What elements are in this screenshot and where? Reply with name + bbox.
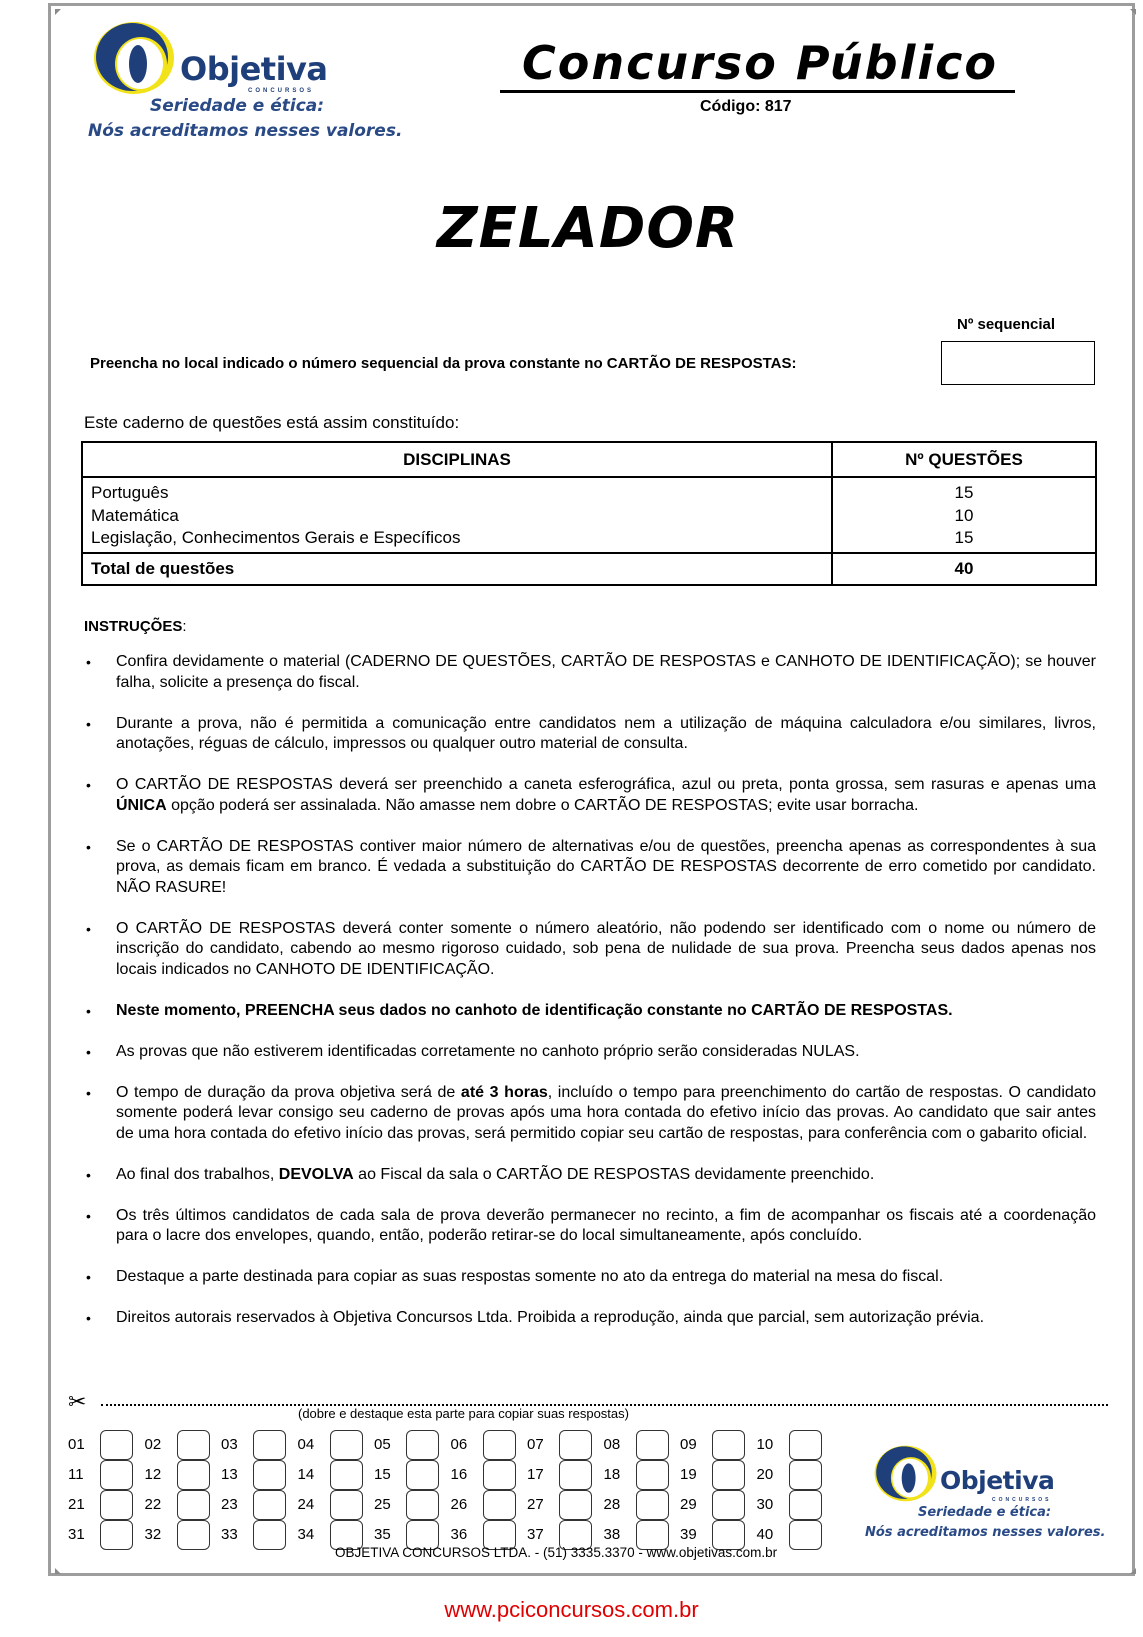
corner-marker (1130, 1568, 1136, 1574)
question-number: 40 (756, 1526, 774, 1543)
answer-cell (451, 1490, 529, 1520)
answer-box[interactable] (559, 1430, 592, 1460)
logo-sub: CONCURSOS (992, 1497, 1052, 1503)
instruction-item (84, 775, 1096, 816)
answer-cell (68, 1520, 146, 1550)
objetiva-logo (88, 20, 403, 145)
question-number: 26 (450, 1496, 468, 1513)
answer-box[interactable] (253, 1520, 286, 1550)
answer-box[interactable] (483, 1490, 516, 1520)
question-number: 27 (527, 1496, 544, 1513)
logo-sub: CONCURSOS (248, 88, 315, 94)
instruction-text: Destaque a parte destinada para copiar as suas respostas somente no ato da entrega do material na mesa do fiscal. (116, 1268, 944, 1285)
scissors-icon: ✂ (68, 1389, 87, 1414)
question-number: 29 (680, 1496, 697, 1513)
answer-cell (757, 1490, 835, 1520)
answer-box[interactable] (559, 1490, 592, 1520)
question-number: 03 (221, 1436, 238, 1453)
sequence-instruction: Preencha no local indicado o número sequencial da prova constante no CARTÃO DE RESPOSTAS: (90, 355, 797, 372)
answer-box[interactable] (712, 1460, 745, 1490)
answer-box[interactable] (330, 1430, 363, 1460)
answer-box[interactable] (559, 1460, 592, 1490)
answer-box[interactable] (406, 1430, 439, 1460)
question-number: 30 (756, 1496, 774, 1513)
answer-cell (145, 1460, 223, 1490)
sequence-number-box[interactable] (941, 341, 1095, 385)
instruction-item (84, 1308, 1096, 1329)
logo-slogan-line2: Nós acreditamos nesses valores. (88, 121, 403, 141)
answer-box[interactable] (253, 1430, 286, 1460)
answer-cell (298, 1460, 376, 1490)
answer-box[interactable] (100, 1490, 133, 1520)
answer-cell (680, 1430, 758, 1460)
answer-cell (68, 1430, 146, 1460)
instruction-item (84, 1042, 1096, 1063)
counts-cell (832, 477, 1096, 553)
composition-intro: Este caderno de questões está assim constituído: (84, 413, 460, 432)
answer-cell (604, 1460, 682, 1490)
question-number: 13 (221, 1466, 238, 1483)
question-number: 16 (450, 1466, 468, 1483)
logo-brand: Objetiva (940, 1466, 1055, 1495)
question-number: 32 (144, 1526, 162, 1543)
answer-cell (221, 1490, 299, 1520)
question-number: 38 (603, 1526, 621, 1543)
instruction-text: O CARTÃO DE RESPOSTAS deverá conter somente o número aleatório, não podendo ser identificado com o nome ou número de inscrição do candidato, cabendo ao mesmo rigoroso cuidado, sob pena de nulidade de sua prova. Preencha seus dados apenas nos locais indicados no CANHOTO DE IDENTIFICAÇÃO. (116, 919, 1096, 978)
discipline-name: Matemática (91, 505, 179, 525)
instruction-text: , incluído o tempo para preenchimento do cartão de respostas. O candidato somente poderá levar consigo seu caderno de provas após uma hora contada do efetivo início das provas. Ao candidato que sair antes de uma hora contada do efetivo início das provas, será permitido copiar seu cartão de respostas, para conferência com o gabarito oficial. (116, 1083, 1097, 1142)
instruction-item (84, 1267, 1096, 1288)
answer-cell (757, 1430, 835, 1460)
answer-row (68, 1430, 848, 1460)
answer-box[interactable] (100, 1460, 133, 1490)
answer-cell (145, 1430, 223, 1460)
answer-box[interactable] (789, 1520, 822, 1550)
discipline-count: 15 (954, 528, 974, 547)
logo-slogan-line1: Seriedade e ética: (918, 1505, 1052, 1520)
disciplines-cell (82, 477, 832, 553)
answer-box[interactable] (253, 1460, 286, 1490)
answer-cell (298, 1430, 376, 1460)
answer-box[interactable] (177, 1520, 210, 1550)
instruction-item (84, 1001, 1096, 1022)
answer-box[interactable] (100, 1430, 133, 1460)
answer-cell (221, 1460, 299, 1490)
answer-cell (221, 1520, 299, 1550)
total-count: 40 (832, 553, 1096, 585)
answer-box[interactable] (177, 1490, 210, 1520)
answer-box[interactable] (177, 1430, 210, 1460)
answer-cell (527, 1460, 605, 1490)
role-title: ZELADOR (437, 196, 740, 261)
answer-row (68, 1490, 848, 1520)
question-number: 20 (756, 1466, 774, 1483)
answer-cell (145, 1520, 223, 1550)
answer-row (68, 1460, 848, 1490)
question-number: 02 (144, 1436, 162, 1453)
question-number: 01 (68, 1436, 85, 1453)
answer-cell (298, 1490, 376, 1520)
question-number: 14 (297, 1466, 315, 1483)
answer-box[interactable] (177, 1460, 210, 1490)
answer-box[interactable] (483, 1460, 516, 1490)
answer-box[interactable] (636, 1490, 669, 1520)
answer-box[interactable] (712, 1430, 745, 1460)
answer-box[interactable] (636, 1460, 669, 1490)
question-number: 34 (297, 1526, 315, 1543)
question-number: 15 (374, 1466, 391, 1483)
answer-cell (451, 1460, 529, 1490)
corner-marker (55, 9, 61, 15)
answer-cell (680, 1490, 758, 1520)
question-number: 28 (603, 1496, 621, 1513)
instruction-item (84, 1206, 1096, 1247)
header-question-count: Nº QUESTÕES (832, 442, 1096, 477)
question-number: 18 (603, 1466, 621, 1483)
answer-cell (68, 1490, 146, 1520)
instructions-title (84, 618, 187, 635)
instruction-item (84, 837, 1096, 899)
question-number: 10 (756, 1436, 774, 1453)
answer-cell (604, 1490, 682, 1520)
question-number: 33 (221, 1526, 238, 1543)
answer-cell (68, 1460, 146, 1490)
logo-slogan-line2: Nós acreditamos nesses valores. (865, 1525, 1106, 1540)
instruction-emphasis: até 3 horas (460, 1083, 548, 1101)
answer-box[interactable] (789, 1430, 822, 1460)
question-number: 39 (680, 1526, 697, 1543)
discipline-count: 15 (954, 483, 974, 502)
answer-cell (221, 1430, 299, 1460)
table-header-row (82, 442, 1096, 477)
instruction-emphasis: DEVOLVA (278, 1165, 354, 1183)
question-number: 37 (527, 1526, 544, 1543)
instruction-item (84, 714, 1096, 755)
answer-box[interactable] (483, 1430, 516, 1460)
instruction-text: Direitos autorais reservados à Objetiva Concursos Ltda. Proibida a reprodução, ainda que parcial, sem autorização prévia. (116, 1309, 985, 1326)
corner-marker (1130, 9, 1136, 15)
instruction-item (84, 919, 1096, 981)
disciplines-table (81, 441, 1097, 586)
question-number: 17 (527, 1466, 544, 1483)
answer-box[interactable] (253, 1490, 286, 1520)
instruction-text: Ao final dos trabalhos, (116, 1165, 279, 1183)
fold-note: (dobre e destaque esta parte para copiar suas respostas) (298, 1406, 629, 1421)
total-label: Total de questões (82, 553, 832, 585)
objetiva-logo-bottom (865, 1443, 1120, 1563)
logo-slogan-line1: Seriedade e ética: (150, 96, 325, 116)
answer-cell (757, 1460, 835, 1490)
logo-brand: Objetiva (180, 50, 328, 88)
table-total-row (82, 553, 1096, 585)
question-number: 19 (680, 1466, 697, 1483)
question-number: 25 (374, 1496, 391, 1513)
question-number: 07 (527, 1436, 544, 1453)
answer-cell (145, 1490, 223, 1520)
question-number: 23 (221, 1496, 238, 1513)
header-disciplines: DISCIPLINAS (82, 442, 832, 477)
sequence-label: Nº sequencial (957, 316, 1056, 333)
question-number: 36 (450, 1526, 468, 1543)
instructions-title-text: INSTRUÇÕES (84, 618, 183, 635)
answer-box[interactable] (406, 1490, 439, 1520)
answer-box[interactable] (330, 1460, 363, 1490)
table-row (82, 477, 1096, 553)
question-number: 24 (297, 1496, 315, 1513)
exam-code: Código: 817 (700, 98, 792, 115)
answer-cell (374, 1490, 452, 1520)
instruction-text: opção poderá ser assinalada. Não amasse nem dobre o CARTÃO DE RESPOSTAS; evite usar borracha. (166, 796, 919, 814)
answer-box[interactable] (636, 1430, 669, 1460)
corner-marker (55, 1568, 61, 1574)
instruction-text: O tempo de duração da prova objetiva será de (116, 1083, 461, 1101)
instruction-emphasis: ÚNICA (116, 796, 167, 814)
answer-box[interactable] (789, 1490, 822, 1520)
instruction-text: As provas que não estiverem identificadas corretamente no canhoto próprio serão consideradas NULAS. (116, 1042, 860, 1060)
instructions-list (84, 652, 1096, 1349)
question-number: 09 (680, 1436, 697, 1453)
source-url[interactable]: www.pciconcursos.com.br (444, 1597, 699, 1622)
discipline-name: Português (91, 483, 169, 502)
question-number: 22 (144, 1496, 162, 1513)
instructions-title-suffix: : (182, 618, 187, 635)
question-number: 11 (68, 1466, 84, 1483)
question-number: 05 (374, 1436, 391, 1453)
answer-box[interactable] (100, 1520, 133, 1550)
instruction-text: Se o CARTÃO DE RESPOSTAS contiver maior número de alternativas e/ou de questões, preencha apenas as correspondentes à sua prova, as demais ficam em branco. É vedada a substituição do CARTÃO DE RESPOSTAS decorrente de erro cometido por candidato. NÃO RASURE! (116, 837, 1096, 896)
answer-box[interactable] (406, 1460, 439, 1490)
question-number: 12 (144, 1466, 162, 1483)
question-number: 21 (68, 1496, 85, 1513)
answer-box[interactable] (330, 1490, 363, 1520)
company-footer: OBJETIVA CONCURSOS LTDA. - (51) 3335.3370 - www.objetivas.com.br (335, 1545, 778, 1560)
question-number: 08 (603, 1436, 621, 1453)
answer-box[interactable] (789, 1460, 822, 1490)
instruction-text: Durante a prova, não é permitida a comunicação entre candidatos nem a utilização de máquina calculadora e/ou similares, livros, anotações, réguas de cálculo, impressos ou qualquer outro material de consulta. (116, 714, 1096, 752)
answer-box[interactable] (712, 1490, 745, 1520)
instruction-item (84, 1165, 1096, 1186)
answer-cell (527, 1490, 605, 1520)
discipline-count: 10 (954, 505, 974, 525)
instruction-emphasis: Neste momento, PREENCHA seus dados no canhoto de identificação constante no CARTÃO DE RESPOSTAS. (116, 1001, 953, 1019)
answer-cell (374, 1460, 452, 1490)
answer-cell (527, 1430, 605, 1460)
page-title: Concurso Público (522, 36, 998, 90)
question-number: 06 (450, 1436, 468, 1453)
instruction-item (84, 652, 1096, 693)
instruction-text: ao Fiscal da sala o CARTÃO DE RESPOSTAS devidamente preenchido. (353, 1165, 875, 1183)
instruction-text: Os três últimos candidatos de cada sala de prova deverão permanecer no recinto, a fim de acompanhar os fiscais até a coordenação para o lacre dos envelopes, quando, então, poderão retirar-se do local simultaneamente, após concluído. (116, 1206, 1096, 1244)
discipline-name: Legislação, Conhecimentos Gerais e Específicos (91, 528, 461, 547)
instruction-item (84, 1083, 1096, 1145)
answer-cell (604, 1430, 682, 1460)
answer-cell (451, 1430, 529, 1460)
instruction-text: Confira devidamente o material (CADERNO DE QUESTÕES, CARTÃO DE RESPOSTAS e CANHOTO DE IDENTIFICAÇÃO); se houver falha, solicite a presença do fiscal. (116, 653, 1096, 691)
question-number: 35 (374, 1526, 391, 1543)
answer-cell (680, 1460, 758, 1490)
title-underline (500, 90, 1015, 93)
question-number: 31 (68, 1526, 85, 1543)
question-number: 04 (297, 1436, 315, 1453)
instruction-text: O CARTÃO DE RESPOSTAS deverá ser preenchido a caneta esferográfica, azul ou preta, ponta grossa, sem rasuras e apenas uma (116, 776, 1096, 793)
answer-cell (374, 1430, 452, 1460)
